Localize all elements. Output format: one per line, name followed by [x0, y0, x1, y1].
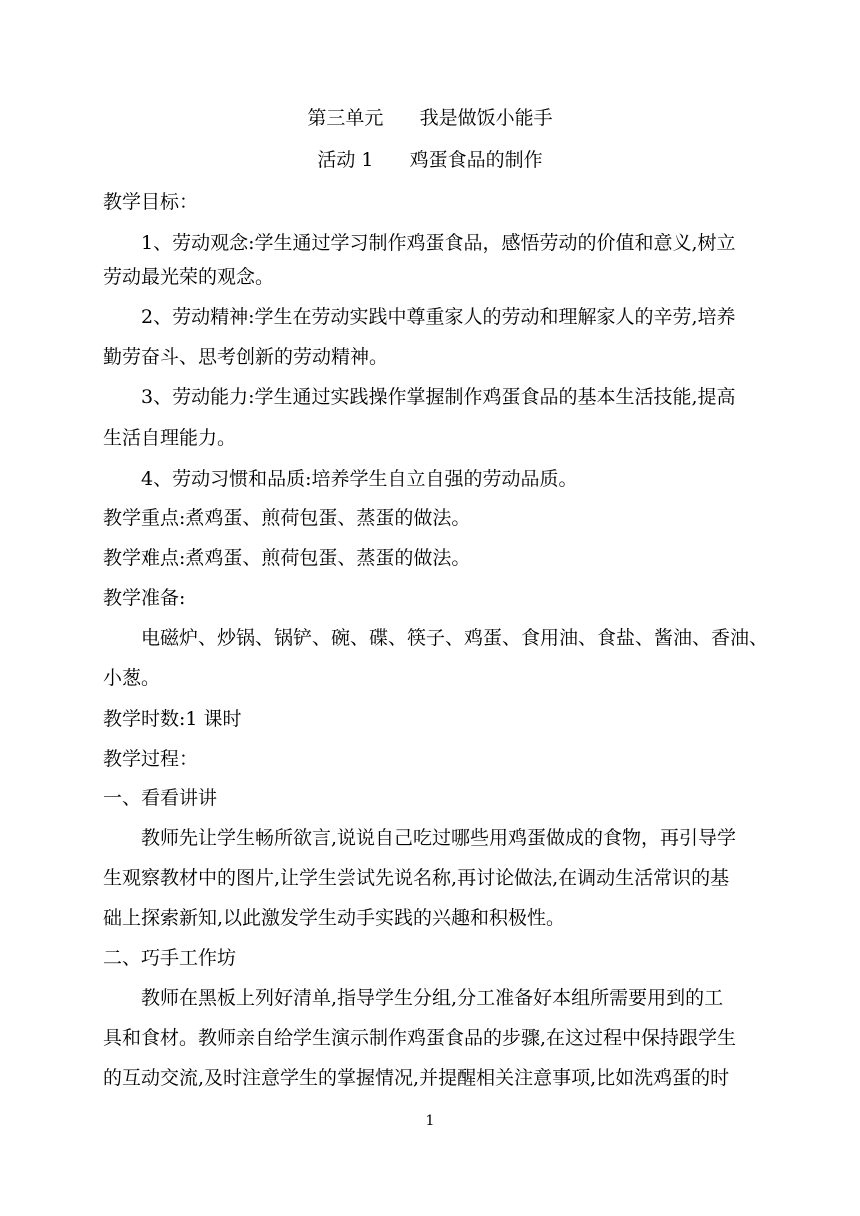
section-2-line-1: 教师在黑板上列好清单,指导学生分组,分工准备好本组所需要用到的工: [141, 987, 724, 1009]
preparation-heading: 教学准备:: [103, 587, 186, 609]
preparation-line-1: 电磁炉、炒锅、锅铲、碗、碟、筷子、鸡蛋、食用油、食盐、酱油、香油、: [141, 627, 769, 649]
preparation-line-2: 小葱。: [103, 667, 161, 689]
objective-3-line-1: 3、劳动能力:学生通过实践操作掌握制作鸡蛋食品的基本生活技能,提高: [141, 386, 736, 408]
teaching-hours: 教学时数:1 课时: [103, 708, 242, 730]
page-title: 第三单元 我是做饭小能手: [307, 107, 553, 129]
process-heading: 教学过程：: [103, 748, 199, 770]
objective-1-line-2: 劳动最光荣的观念。: [103, 266, 275, 288]
objective-2-line-1: 2、劳动精神:学生在劳动实践中尊重家人的劳动和理解家人的辛劳,培养: [141, 306, 736, 328]
section-1-line-2: 生观察教材中的图片,让学生尝试先说名称,再讨论做法,在调动生活常识的基: [103, 867, 730, 889]
difficulties: 教学难点:煮鸡蛋、煎荷包蛋、蒸蛋的做法。: [103, 547, 471, 569]
section-2-line-2: 具和食材。教师亲自给学生演示制作鸡蛋食品的步骤,在这过程中保持跟学生: [103, 1027, 737, 1049]
objective-1-line-1: 1、劳动观念:学生通过学习制作鸡蛋食品，感悟劳动的价值和意义,树立: [141, 232, 736, 254]
section-2-line-3: 的互动交流,及时注意学生的掌握情况,并提醒相关注意事项,比如洗鸡蛋的时: [103, 1067, 730, 1089]
page-number: 1: [425, 1113, 435, 1129]
section-1-line-3: 础上探索新知,以此激发学生动手实践的兴趣和积极性。: [103, 907, 566, 929]
objective-3-line-2: 生活自理能力。: [103, 427, 237, 449]
objective-4: 4、劳动习惯和品质:培养学生自立自强的劳动品质。: [141, 468, 578, 490]
section-2-heading: 二、巧手工作坊: [103, 947, 237, 969]
key-points: 教学重点:煮鸡蛋、煎荷包蛋、蒸蛋的做法。: [103, 507, 471, 529]
section-1-heading: 一、看看讲讲: [103, 787, 218, 809]
section-1-line-1: 教师先让学生畅所欲言,说说自己吃过哪些用鸡蛋做成的食物，再引导学: [141, 827, 737, 849]
activity-subtitle: 活动 1 鸡蛋食品的制作: [317, 149, 543, 171]
objective-2-line-2: 勤劳奋斗、思考创新的劳动精神。: [103, 346, 389, 368]
objectives-heading: 教学目标：: [103, 191, 199, 213]
